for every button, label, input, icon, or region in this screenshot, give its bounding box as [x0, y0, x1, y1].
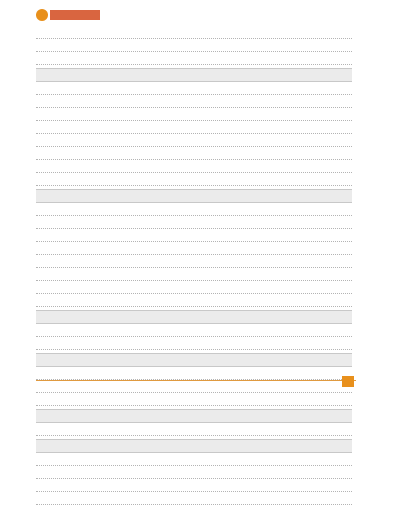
toc-entry[interactable]: [36, 95, 352, 108]
toc-entry[interactable]: [36, 242, 352, 255]
logo-wordmark: [50, 10, 100, 20]
toc-entry[interactable]: [36, 337, 352, 350]
toc-entry[interactable]: [36, 324, 352, 337]
toc-entry[interactable]: [36, 423, 352, 436]
brand-logo: [36, 8, 106, 22]
toc-entry[interactable]: [36, 147, 352, 160]
toc-entry[interactable]: [36, 160, 352, 173]
toc-entry[interactable]: [36, 203, 352, 216]
toc-entry[interactable]: [36, 479, 352, 492]
toc-entry[interactable]: [36, 108, 352, 121]
toc-section-header[interactable]: [36, 353, 352, 367]
toc-entry[interactable]: [36, 216, 352, 229]
toc-entry[interactable]: [36, 393, 352, 406]
toc-entry[interactable]: [36, 134, 352, 147]
toc-entry[interactable]: [36, 294, 352, 307]
toc-entry[interactable]: [36, 39, 352, 52]
toc-entry[interactable]: [36, 380, 352, 393]
footer-page-number: [342, 376, 354, 387]
toc-entry[interactable]: [36, 492, 352, 505]
toc-entry[interactable]: [36, 121, 352, 134]
toc-section-header[interactable]: [36, 189, 352, 203]
logo-mark-icon: [36, 9, 48, 21]
toc-section-header[interactable]: [36, 68, 352, 82]
toc-entry[interactable]: [36, 26, 352, 39]
toc-entry[interactable]: [36, 82, 352, 95]
toc-entry[interactable]: [36, 255, 352, 268]
toc-entry[interactable]: [36, 268, 352, 281]
toc-entry[interactable]: [36, 173, 352, 186]
toc-entry[interactable]: [36, 466, 352, 479]
footer-divider: [36, 380, 356, 381]
toc-entry[interactable]: [36, 367, 352, 380]
toc-entry[interactable]: [36, 229, 352, 242]
toc-section-header[interactable]: [36, 310, 352, 324]
toc-entry[interactable]: [36, 453, 352, 466]
toc-section-header[interactable]: [36, 409, 352, 423]
toc-entry[interactable]: [36, 52, 352, 65]
table-of-contents: [36, 26, 352, 505]
toc-section-header[interactable]: [36, 439, 352, 453]
toc-entry[interactable]: [36, 281, 352, 294]
